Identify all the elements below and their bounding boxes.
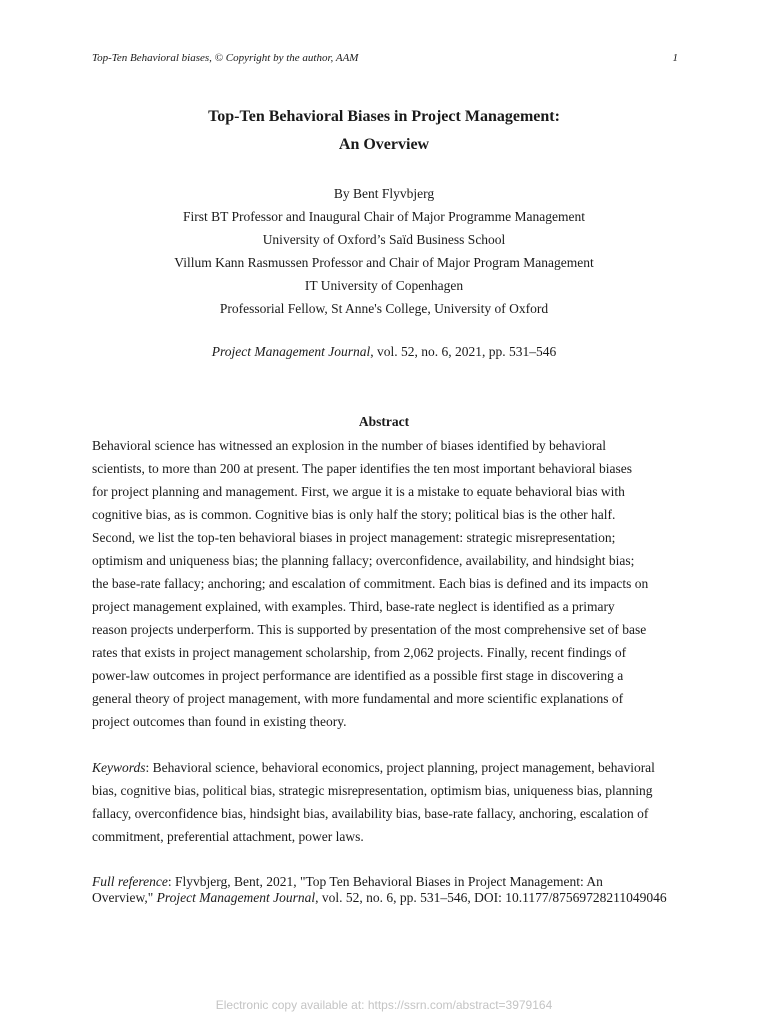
keywords-line: fallacy, overconfidence bias, hindsight bias, availability bias, base-rate fallacy, anchoring, escalation of	[92, 806, 649, 821]
full-reference-line-2	[92, 890, 692, 906]
author-affiliation: First BT Professor and Inaugural Chair of Major Programme Management	[182, 209, 586, 224]
author-affiliation: University of Oxford’s Saïd Business School	[262, 232, 506, 247]
full-reference-journal: Project Management Journal	[156, 890, 316, 905]
keywords-line: bias, cognitive bias, political bias, strategic misrepresentation, optimism bias, uniqueness bias, planning	[92, 783, 653, 798]
keywords-line: commitment, preferential attachment, power laws.	[92, 829, 364, 844]
paper-title	[0, 103, 768, 159]
title-line-1: Top-Ten Behavioral Biases in Project Management:	[208, 108, 560, 125]
page-number: 1	[672, 52, 678, 64]
abstract-line: reason projects underperform. This is supported by presentation of the most comprehensive set of base	[92, 622, 647, 637]
abstract-line: scientists, to more than 200 at present. The paper identifies the ten most important behavioral biases	[92, 461, 632, 476]
abstract-heading: Abstract	[358, 414, 410, 429]
full-reference-text: : Flyvbjerg, Bent, 2021, "Top Ten Behavioral Biases in Project Management: An	[167, 874, 603, 889]
abstract-line: cognitive bias, as is common. Cognitive bias is only half the story; political bias is the other half.	[92, 507, 616, 522]
abstract-line: the base-rate fallacy; anchoring; and escalation of commitment. Each bias is defined and its impacts on	[92, 576, 649, 591]
abstract-line: Behavioral science has witnessed an explosion in the number of biases identified by behavioral	[92, 438, 606, 453]
author-block	[0, 182, 768, 320]
abstract-body	[92, 434, 682, 733]
full-reference-label: Full reference	[92, 874, 168, 889]
abstract-line: general theory of project management, with more fundamental and more scientific explanations of	[92, 691, 624, 706]
author-affiliation: IT University of Copenhagen	[304, 278, 464, 293]
keywords-text: : Behavioral science, behavioral economics, project planning, project management, behavioral	[145, 760, 655, 775]
full-reference-text: Overview,"	[92, 890, 157, 905]
abstract-line: project management explained, with examples. Third, base-rate neglect is identified as a primary	[92, 599, 615, 614]
abstract-line: for project planning and management. First, we argue it is a mistake to equate behavioral bias with	[92, 484, 625, 499]
keywords-section	[92, 756, 682, 848]
abstract-line: Second, we list the top-ten behavioral biases in project management: strategic misrepresentation;	[92, 530, 616, 545]
abstract-line: optimism and uniqueness bias; the planning fallacy; overconfidence, availability, and hindsight bias;	[92, 553, 635, 568]
full-reference-text: , vol. 52, no. 6, pp. 531–546, DOI: 10.1177/87569728211049046	[315, 890, 667, 905]
author-affiliation: Villum Kann Rasmussen Professor and Chair of Major Program Management	[174, 255, 594, 270]
author-affiliation: Professorial Fellow, St Anne's College, University of Oxford	[219, 301, 549, 316]
keywords-line	[92, 756, 682, 779]
running-head: Top-Ten Behavioral biases, © Copyright by the author, AAM	[92, 52, 359, 64]
title-line-2: An Overview	[338, 136, 430, 153]
citation-details: , vol. 52, no. 6, 2021, pp. 531–546	[370, 344, 557, 359]
full-reference	[92, 874, 692, 906]
citation-journal: Project Management Journal	[211, 344, 371, 359]
abstract-line: power-law outcomes in project performance are identified as a possible first stage in discovering a	[92, 668, 624, 683]
journal-citation	[0, 344, 768, 360]
author-name: By Bent Flyvbjerg	[333, 186, 435, 201]
full-reference-line-1	[92, 874, 692, 890]
abstract-line: rates that exists in project management scholarship, from 2,062 projects. Finally, recent findings of	[92, 645, 627, 660]
keywords-label: Keywords	[92, 760, 146, 775]
abstract-line: project outcomes than found in existing theory.	[92, 714, 347, 729]
ssrn-footer: Electronic copy available at: https://ssrn.com/abstract=3979164	[215, 998, 553, 1012]
